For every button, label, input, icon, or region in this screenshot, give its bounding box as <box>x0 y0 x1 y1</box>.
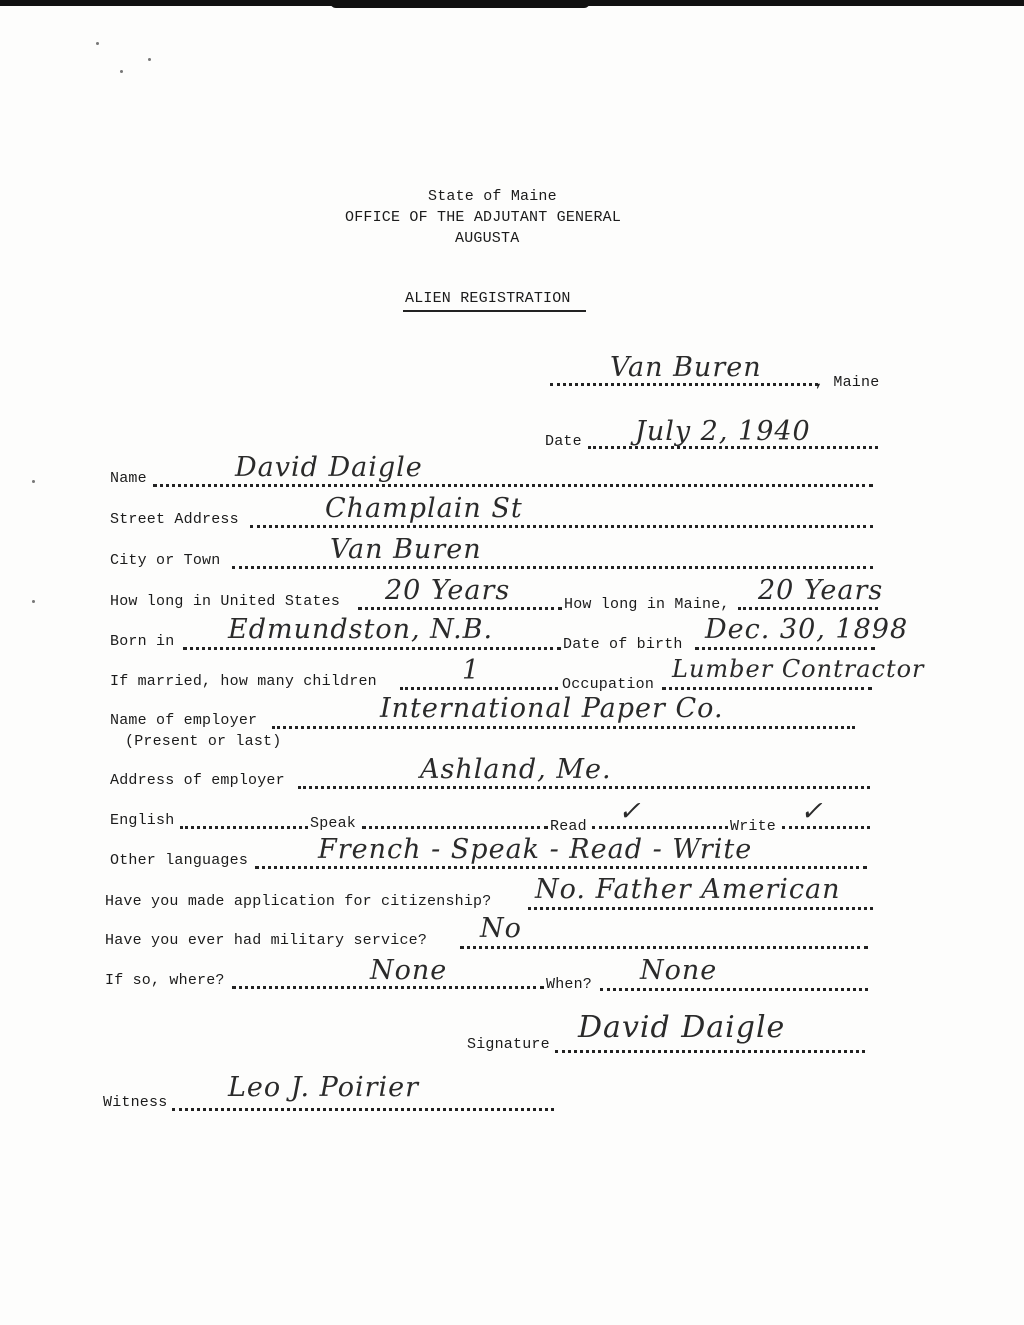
speak-label: Speak <box>310 815 357 832</box>
street-entry: Champlain St <box>325 493 523 524</box>
where-entry: None <box>370 955 448 986</box>
military-label: Have you ever had military service? <box>105 932 428 949</box>
dob-leader <box>695 647 875 650</box>
form-title-underline <box>403 310 586 312</box>
scan-speck <box>32 480 35 483</box>
town-leader <box>550 383 818 386</box>
town-entry: Van Buren <box>610 352 762 383</box>
name-label: Name <box>110 470 147 487</box>
citizenship-label: Have you made application for citizenship? <box>105 893 492 910</box>
years-us-entry: 20 Years <box>385 575 511 606</box>
signature-leader <box>555 1050 865 1053</box>
occupation-entry: Lumber Contractor <box>672 655 925 683</box>
read-entry: ✓ <box>618 796 642 827</box>
employer-address-entry: Ashland, Me. <box>420 754 612 785</box>
years-maine-entry: 20 Years <box>758 575 884 606</box>
employer-note: (Present or last) <box>125 733 282 750</box>
occupation-label: Occupation <box>562 676 655 693</box>
witness-entry: Leo J. Poirier <box>228 1072 420 1103</box>
children-entry: 1 <box>462 655 481 686</box>
signature-label: Signature <box>467 1036 550 1053</box>
born-leader <box>183 647 561 650</box>
english-leader <box>180 826 308 829</box>
header-office: OFFICE OF THE ADJUTANT GENERAL <box>345 209 622 226</box>
street-leader <box>250 525 873 528</box>
city-leader <box>232 566 873 569</box>
employer-entry: International Paper Co. <box>380 693 724 724</box>
date-label: Date <box>545 433 582 450</box>
read-label: Read <box>550 818 587 835</box>
maine-label: , Maine <box>815 374 880 391</box>
other-languages-entry: French - Speak - Read - Write <box>318 834 753 865</box>
name-leader <box>153 484 873 487</box>
speak-leader <box>362 826 548 829</box>
scan-speck <box>120 70 123 73</box>
citizenship-leader <box>528 907 873 910</box>
witness-leader <box>172 1108 554 1111</box>
other-languages-label: Other languages <box>110 852 249 869</box>
children-label: If married, how many children <box>110 673 377 690</box>
years-us-leader <box>358 607 562 610</box>
signature-entry: David Daigle <box>578 1010 786 1045</box>
military-entry: No <box>480 913 522 944</box>
city-label: City or Town <box>110 552 221 569</box>
scan-speck <box>148 58 151 61</box>
years-maine-label: How long in Maine, <box>564 596 730 613</box>
born-label: Born in <box>110 633 175 650</box>
occupation-leader <box>662 687 872 690</box>
form-title: ALIEN REGISTRATION <box>405 290 571 307</box>
when-label: When? <box>546 976 593 993</box>
employer-leader <box>272 726 855 729</box>
write-leader <box>782 826 870 829</box>
write-entry: ✓ <box>800 796 824 827</box>
when-leader <box>600 988 868 991</box>
name-entry: David Daigle <box>235 452 423 483</box>
where-leader <box>232 986 544 989</box>
children-leader <box>400 687 558 690</box>
scan-border-notch <box>330 0 590 8</box>
citizenship-entry: No. Father American <box>535 874 841 905</box>
years-maine-leader <box>738 607 878 610</box>
military-leader <box>460 946 868 949</box>
employer-address-leader <box>298 786 870 789</box>
where-label: If so, where? <box>105 972 225 989</box>
street-label: Street Address <box>110 511 239 528</box>
dob-label: Date of birth <box>563 636 683 653</box>
date-entry: July 2, 1940 <box>635 416 811 447</box>
city-entry: Van Buren <box>330 534 482 565</box>
scan-speck <box>96 42 99 45</box>
employer-address-label: Address of employer <box>110 772 285 789</box>
when-entry: None <box>640 955 718 986</box>
years-us-label: How long in United States <box>110 593 341 610</box>
scan-speck <box>32 600 35 603</box>
dob-entry: Dec. 30, 1898 <box>705 614 909 645</box>
english-label: English <box>110 812 175 829</box>
header-city: AUGUSTA <box>455 230 520 247</box>
other-languages-leader <box>255 866 867 869</box>
witness-label: Witness <box>103 1094 168 1111</box>
read-leader <box>592 826 728 829</box>
header-state: State of Maine <box>428 188 557 205</box>
write-label: Write <box>730 818 777 835</box>
employer-label: Name of employer <box>110 712 258 729</box>
born-entry: Edmundston, N.B. <box>228 614 494 645</box>
